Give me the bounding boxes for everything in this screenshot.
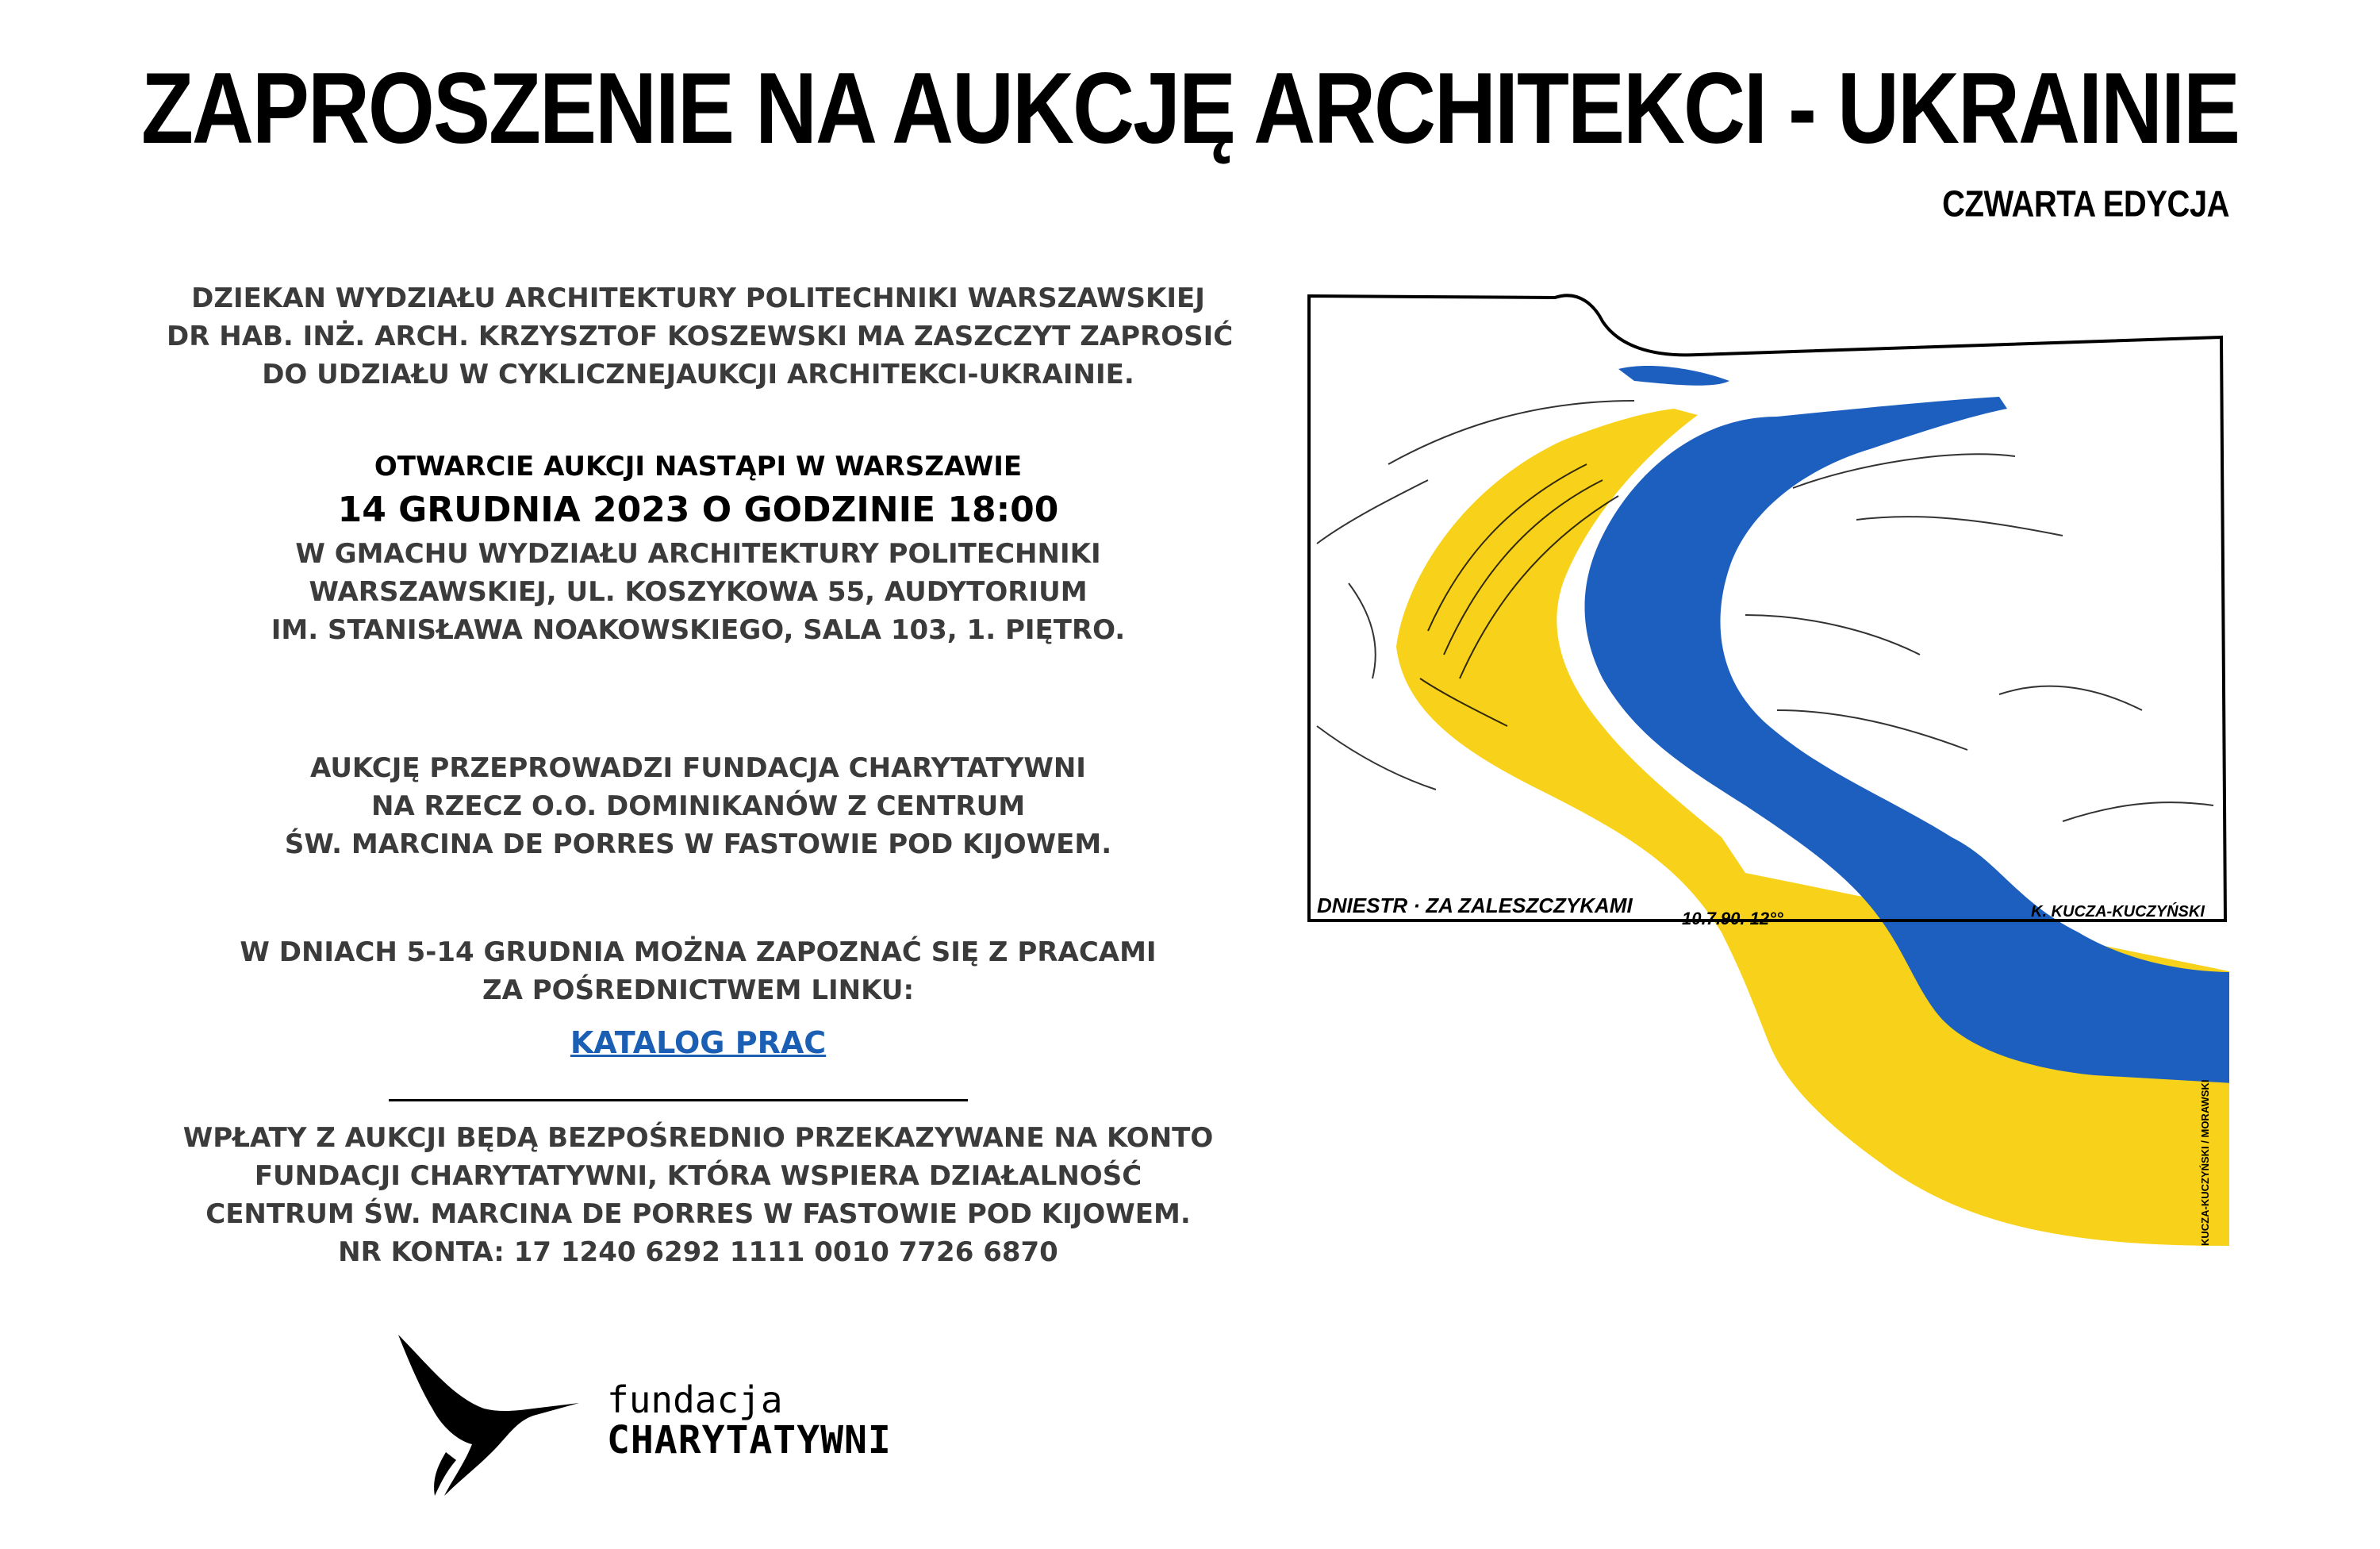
organizer-line: NA RZECZ O.O. DOMINIKANÓW Z CENTRUM [370, 790, 1026, 822]
edition-subtitle: CZWARTA EDYCJA [1942, 184, 2229, 225]
organizer-line: AUKCJĘ PRZEPROWADZI FUNDACJA CHARYTATYWNI [310, 752, 1086, 784]
opening-lead: OTWARCIE AUKCJI NASTĄPI W WARSZAWIE [374, 451, 1023, 482]
payments-line: WPŁATY Z AUKCJI BĘDĄ BEZPOŚREDNIO PRZEKAZYWANE NA KONTO [182, 1122, 1214, 1154]
sketch-caption: DNIESTR · ZA ZALESZCZYKAMI [1317, 894, 1633, 917]
page-title: ZAPROSZENIE NA AUKCJĘ ARCHITEKCI - UKRAINIE [140, 51, 2240, 165]
logo-text [607, 1378, 892, 1463]
payments-paragraph [167, 1119, 1230, 1271]
foundation-logo [397, 1333, 936, 1500]
opening-place-line: IM. STANISŁAWA NOAKOWSKIEGO, SALA 103, 1. PIĘTRO. [271, 614, 1126, 646]
catalog-section [167, 933, 1230, 1063]
intro-paragraph [167, 279, 1234, 394]
logo-line-2: CHARYTATYWNI [607, 1418, 892, 1463]
intro-line: DZIEKAN WYDZIAŁU ARCHITEKTURY POLITECHNIKI WARSZAWSKIEJ [191, 283, 1205, 314]
divider [389, 1099, 968, 1101]
catalog-link[interactable]: KATALOG PRAC [570, 1025, 827, 1060]
dniester-river-artwork [1301, 282, 2229, 1254]
organizer-line: ŚW. MARCINA DE PORRES W FASTOWIE POD KIJOWEM. [284, 828, 1112, 860]
payments-line: CENTRUM ŚW. MARCINA DE PORRES W FASTOWIE POD KIJOWEM. [205, 1198, 1191, 1230]
catalog-line: W DNIACH 5-14 GRUDNIA MOŻNA ZAPOZNAĆ SIĘ Z PRACAMI [240, 936, 1157, 968]
side-credit [2199, 1079, 2223, 1246]
sketch-author: K. KUCZA-KUCZYŃSKI [2031, 903, 2205, 921]
payments-line: FUNDACJI CHARYTATYWNI, KTÓRA WSPIERA DZIAŁALNOŚĆ [254, 1160, 1142, 1192]
side-credit-text: KUCZA-KUCZYŃSKI / MORAWSKI [2199, 1079, 2211, 1246]
opening-section [167, 448, 1230, 649]
hummingbird-icon [397, 1333, 587, 1500]
opening-place-line: W GMACHU WYDZIAŁU ARCHITEKTURY POLITECHNIKI [295, 538, 1101, 570]
opening-place-line: WARSZAWSKIEJ, UL. KOSZYKOWA 55, AUDYTORIUM [309, 576, 1088, 608]
logo-line-1: fundacja [607, 1378, 783, 1421]
intro-line: DR HAB. INŻ. ARCH. KRZYSZTOF KOSZEWSKI MA ZASZCZYT ZAPROSIĆ [167, 321, 1234, 352]
sketch-date: 10.7.90. 12°° [1682, 909, 1783, 928]
intro-line: DO UDZIAŁU W CYKLICZNEJAUKCJI ARCHITEKCI-UKRAINIE. [262, 359, 1134, 390]
organizer-paragraph [167, 749, 1230, 863]
catalog-line: ZA POŚREDNICTWEM LINKU: [482, 974, 915, 1006]
opening-datetime: 14 GRUDNIA 2023 O GODZINIE 18:00 [337, 490, 1059, 530]
account-number: NR KONTA: 17 1240 6292 1111 0010 7726 6870 [338, 1236, 1058, 1268]
